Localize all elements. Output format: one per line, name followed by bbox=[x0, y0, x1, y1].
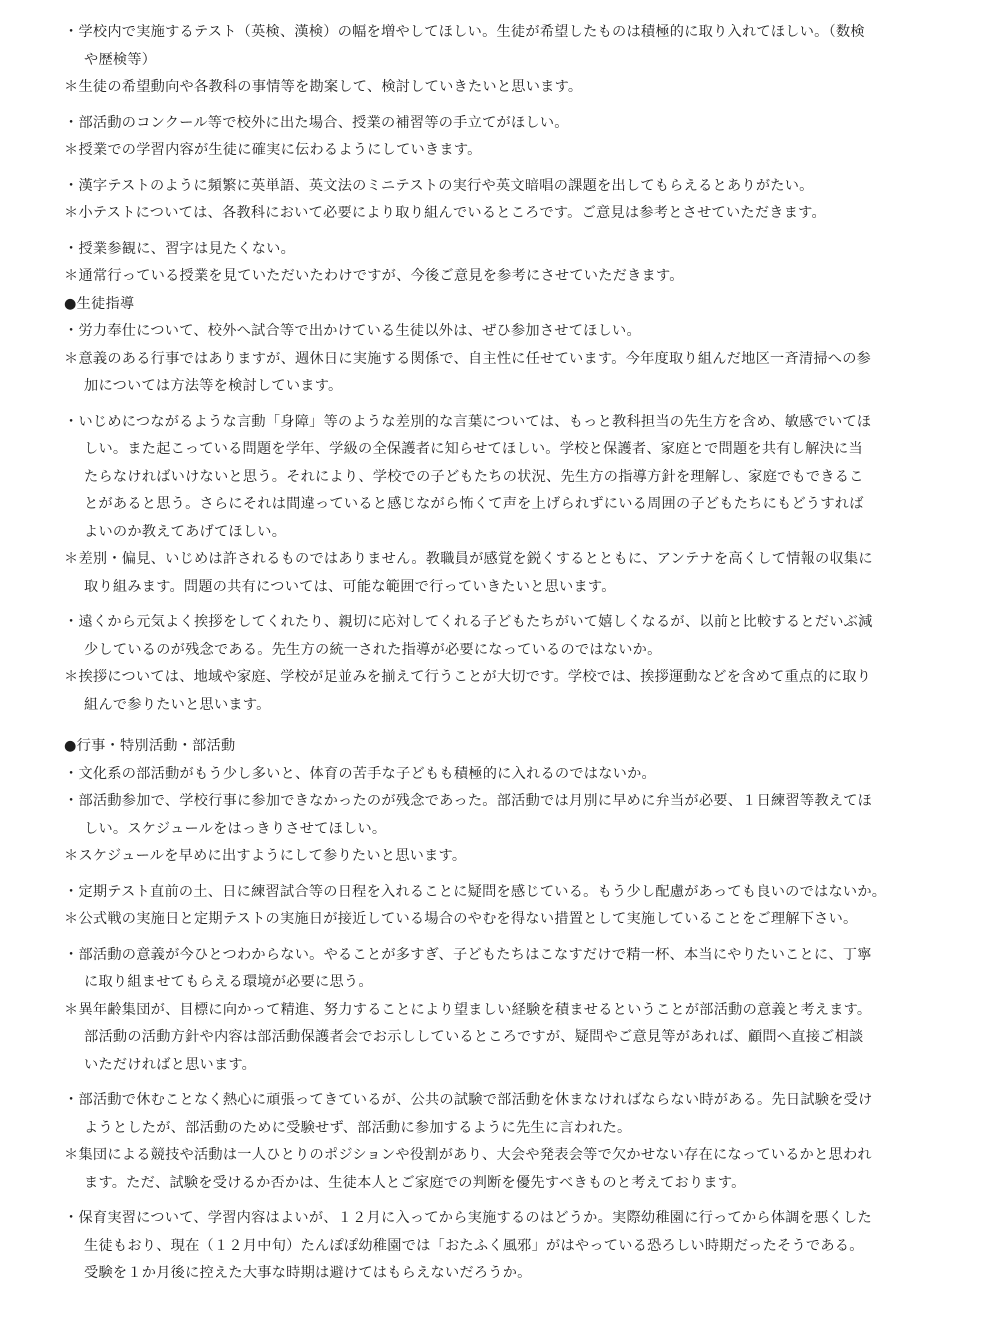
comment-line: ・学校内で実施するテスト（英検、漢検）の幅を増やしてほしい。生徒が希望したものは積極的に取り入れてほしい。（数検 bbox=[64, 24, 865, 40]
continuation-line: 取り組みます。問題の共有については、可能な範囲で行っていきたいと思います。 bbox=[84, 578, 616, 595]
response-line: ＊意義のある行事ではありますが、週休日に実施する関係で、自主性に任せています。今年度取り組んだ地区一斉清掃への参 bbox=[64, 350, 872, 367]
continuation-line: 組んで参りたいと思います。 bbox=[84, 696, 271, 713]
comment-line: ・部活動参加で、学校行事に参加できなかったのが残念であった。部活動では月別に早めに弁当が必要、１日練習等教えてほ bbox=[64, 793, 873, 809]
section-heading: ●行事・特別活動・部活動 bbox=[64, 738, 236, 754]
comment-line: ・部活動で休むことなく熱心に頑張ってきているが、公共の試験で部活動を休まなければならない時がある。先日試験を受け bbox=[64, 1092, 873, 1108]
response-line: ＊挨拶については、地域や家庭、学校が足並みを揃えて行うことが大切です。学校では、挨拶運動などを含めて重点的に取り bbox=[64, 669, 872, 685]
comment-line: ・部活動の意義が今ひとつわからない。やることが多すぎ、子どもたちはこなすだけで精一杯、本当にやりたいことに、丁寧 bbox=[64, 946, 872, 963]
comment-line: ・漢字テストのように頻繁に英単語、英文法のミニテストの実行や英文暗唱の課題を出してもらえるとありがたい。 bbox=[64, 177, 814, 194]
continuation-line: いただければと思います。 bbox=[84, 1056, 257, 1073]
continuation-line: しい。スケジュールをはっきりさせてほしい。 bbox=[84, 820, 387, 837]
continuation-line: 受験を１か月後に控えた大事な時期は避けてはもらえないだろうか。 bbox=[84, 1265, 532, 1281]
comment-line: ・文化系の部活動がもう少し多いと、体育の苦手な子どもも積極的に入れるのではないか。 bbox=[64, 765, 656, 782]
response-line: ＊スケジュールを早めに出すようにして参りたいと思います。 bbox=[64, 848, 467, 864]
response-line: ＊授業での学習内容が生徒に確実に伝わるようにしていきます。 bbox=[64, 142, 482, 158]
comment-line: ・いじめにつながるような言動「身障」等のような差別的な言葉については、もっと教科担当の先生方を含め、敏感でいてほ bbox=[64, 413, 872, 430]
comment-line: ・保育実習について、学習内容はよいが、１２月に入ってから実施するのはどうか。実際幼稚園に行ってから体調を悪くした bbox=[64, 1210, 872, 1226]
continuation-line: ます。ただ、試験を受けるか否かは、生徒本人とご家庭での判断を優先すべきものと考えております。 bbox=[84, 1174, 746, 1191]
continuation-line: ようとしたが、部活動のために受験せず、部活動に参加するように先生に言われた。 bbox=[84, 1119, 632, 1136]
comment-line: ・部活動のコンクール等で校外に出た場合、授業の補習等の手立てがほしい。 bbox=[64, 114, 569, 131]
comment-line: ・授業参観に、習字は見たくない。 bbox=[64, 240, 296, 257]
continuation-line: 生徒もおり、現在（１２月中旬）たんぽぽ幼稚園では「おたふく風邪」がはやっている恐ろしい時期だったそうである。 bbox=[84, 1237, 864, 1254]
response-line: ＊生徒の希望動向や各教科の事情等を勘案して、検討していきたいと思います。 bbox=[64, 79, 583, 95]
comment-line: ・定期テスト直前の土、日に練習試合等の日程を入れることに疑問を感じている。もう少し配慮があっても良いのではないか。 bbox=[64, 883, 887, 900]
response-line: ＊公式戦の実施日と定期テストの実施日が接近している場合のやむを得ない措置として実施していることをご理解下さい。 bbox=[64, 911, 858, 927]
response-line: ＊集団による競技や活動は一人ひとりのポジションや役割があり、大会や発表会等で欠かせない存在になっているかと思われ bbox=[64, 1147, 872, 1163]
continuation-line: 少しているのが残念である。先生方の統一された指導が必要になっているのではないか。 bbox=[84, 641, 662, 658]
response-line: ＊通常行っている授業を見ていただいたわけですが、今後ご意見を参考にさせていただきます。 bbox=[64, 268, 684, 284]
continuation-line: とがあると思う。さらにそれは間違っていると感じながら怖くて声を上げられずにいる周囲の子どもたちにもどうすれば bbox=[84, 496, 864, 512]
response-line: ＊小テストについては、各教科において必要により取り組んでいるところです。ご意見は参考とさせていただきます。 bbox=[64, 205, 826, 221]
comment-line: ・労力奉仕について、校外へ試合等で出かけている生徒以外は、ぜひ参加させてほしい。 bbox=[64, 323, 641, 339]
section-heading: ●生徒指導 bbox=[64, 295, 135, 312]
response-line: ＊差別・偏見、いじめは許されるものではありません。教職員が感覚を鋭くするとともに、アンテナを高くして情報の収集に bbox=[64, 551, 873, 567]
continuation-line: 部活動の活動方針や内容は部活動保護者会でお示ししているところですが、疑問やご意見等があれば、顧問へ直接ご相談 bbox=[84, 1029, 864, 1045]
continuation-line: や歴検等） bbox=[84, 51, 157, 68]
continuation-line: しい。また起こっている問題を学年、学級の全保護者に知らせてほしい。学校と保護者、家庭とで問題を共有し解決に当 bbox=[84, 441, 863, 457]
response-line: ＊異年齢集団が、目標に向かって精進、努力することにより望ましい経験を積ませるということが部活動の意義と考えます。 bbox=[64, 1001, 872, 1018]
continuation-line: たらなければいけないと思う。それにより、学校での子どもたちの状況、先生方の指導方針を理解し、家庭でもできるこ bbox=[84, 468, 864, 485]
continuation-line: 加については方法等を検討しています。 bbox=[84, 378, 343, 394]
document-body bbox=[64, 19, 936, 1288]
comment-line: ・遠くから元気よく挨拶をしてくれたり、親切に応対してくれる子どもたちがいて嬉しくなるが、以前と比較するとだいぶ減 bbox=[64, 614, 873, 630]
continuation-line: に取り組ませてもらえる環境が必要に思う。 bbox=[84, 974, 373, 990]
continuation-line: よいのか教えてあげてほしい。 bbox=[84, 523, 287, 540]
